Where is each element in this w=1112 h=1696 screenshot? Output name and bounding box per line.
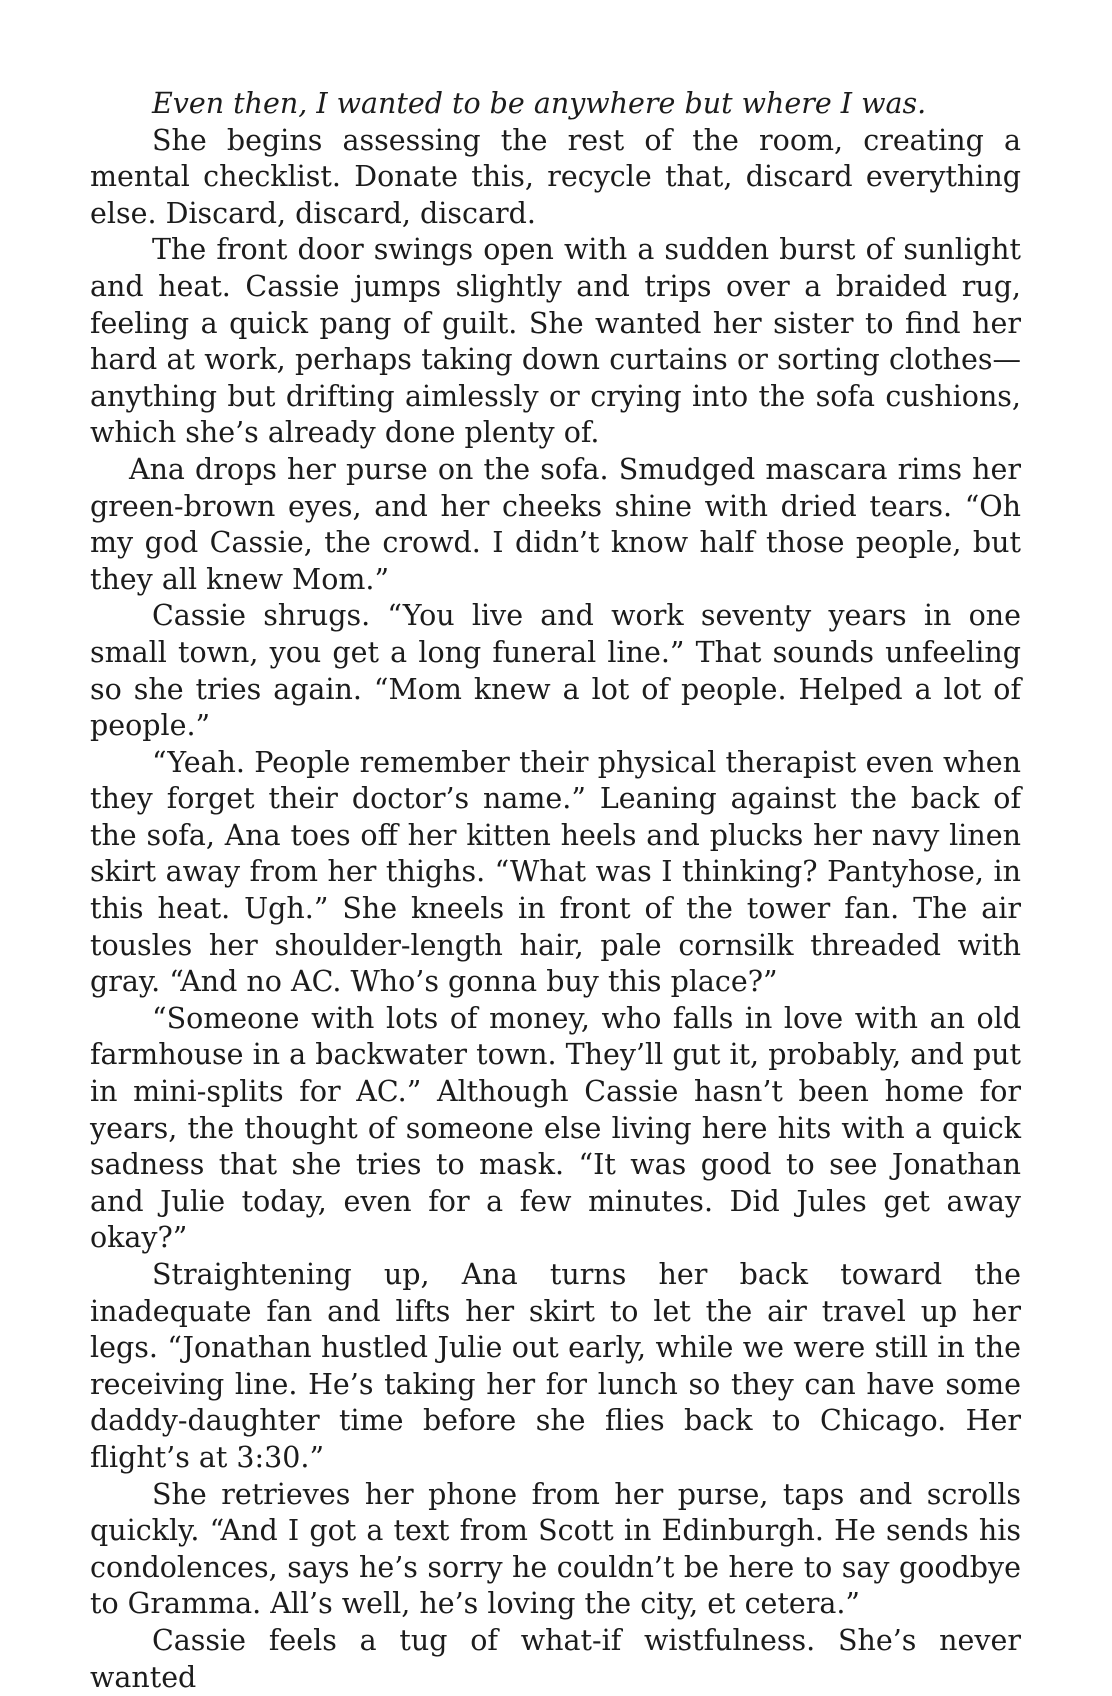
paragraph: Ana drops her purse on the sofa. Smudged mascara rims her green-brown eyes, and her cheeks shine with dried tears. “Oh my god Cassie, the crowd. I didn’t know half those people, but they all knew Mom.” <box>90 452 1021 596</box>
paragraph: Straightening up, Ana turns her back toward the inadequate fan and lifts her skirt to let the air travel up her legs. “Jonathan hustled Julie out early, while we were still in the receiving line. He’s taking her for lunch so they can have some daddy-daughter time before she flies back to Chicago. Her flight’s at 3:30.” <box>90 1258 1021 1474</box>
paragraph: The front door swings open with a sudden burst of sunlight and heat. Cassie jumps slightly and trips over a braided rug, feeling a quick pang of guilt. She wanted her sister to find her hard at work, perhaps taking down curtains or sorting clothes—anything but drifting aimlessly or crying into the sofa cushions, which she’s already done plenty of. <box>90 233 1021 450</box>
paragraph-italic-recollection: Even then, I wanted to be anywhere but where I was. <box>152 87 927 120</box>
paragraph-continued: Cassie feels a tug of what-if wistfulness. She’s never wanted <box>90 1623 1021 1694</box>
paragraph: She retrieves her phone from her purse, taps and scrolls quickly. “And I got a text from Scott in Edinburgh. He sends his condolences, says he’s sorry he couldn’t be here to say goodbye to Gramma. All’s well, he’s loving the city, et cetera.” <box>90 1477 1021 1621</box>
paragraph: Cassie shrugs. “You live and work seventy years in one small town, you get a long funeral line.” That sounds unfeeling so she tries again. “Mom knew a lot of people. Helped a lot of people.” <box>90 599 1021 743</box>
paragraph: “Yeah. People remember their physical therapist even when they forget their doctor’s name.” Leaning against the back of the sofa, Ana toes off her kitten heels and plucks her navy linen skirt away from her thighs. “What was I thinking? Pantyhose, in this heat. Ugh.” She kneels in front of the tower fan. The air tousles her shoulder-length hair, pale cornsilk threaded with gray. “And no AC. Who’s gonna buy this place?” <box>90 745 1021 999</box>
paragraph: She begins assessing the rest of the room, creating a mental checklist. Donate this, recycle that, discard everything else. Discard, discard, discard. <box>90 123 1021 230</box>
paragraph: “Someone with lots of money, who falls in love with an old farmhouse in a backwater town. They’ll gut it, probably, and put in mini-splits for AC.” Although Cassie hasn’t been home for years, the thought of someone else living here hits with a quick sadness that she tries to mask. “It was good to see Jonathan and Julie today, even for a few minutes. Did Jules get away okay?” <box>90 1001 1021 1255</box>
body-text <box>90 86 1021 1696</box>
